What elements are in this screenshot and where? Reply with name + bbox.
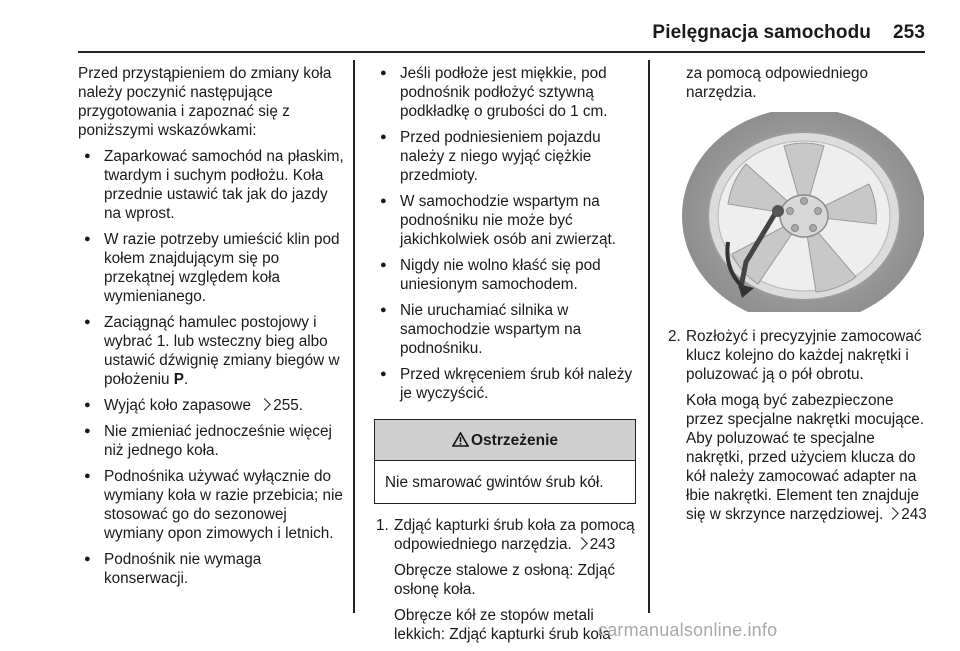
page-reference-icon <box>258 398 271 411</box>
column-3 <box>666 64 930 531</box>
warning-title: Ostrzeżenie <box>470 432 558 449</box>
gear-letter: P <box>173 371 184 388</box>
warning-box <box>374 419 636 504</box>
warning-text: Nie smarować gwintów śrub kół. <box>385 474 604 491</box>
steps-list-continued <box>666 327 930 524</box>
warning-triangle-icon <box>452 432 469 447</box>
steps-list <box>374 516 636 644</box>
list-item: ● Zaciągnąć hamulec postojowy i wybrać 1. lub wsteczny bieg albo ustawić dźwignię zmiany biegów w położeniu P. <box>78 313 346 389</box>
page-header <box>652 22 925 44</box>
step-2-text: Rozłożyć i precyzyjnie zamocować klucz kolejno do każdej nakrętki i poluzować ją o pół obrotu. <box>686 328 922 383</box>
section-title: Pielęgnacja samochodu <box>652 22 871 43</box>
list-item: ● Nigdy nie wolno kłaść się pod uniesionym samochodem. <box>374 256 636 294</box>
list-item: ● W razie potrzeby umieścić klin pod kołem znajdującym się po przekątnej względem koła wymienianego. <box>78 230 346 306</box>
list-item: ● Przed wkręceniem śrub kół należy je wyczyścić. <box>374 365 636 403</box>
column-1 <box>78 64 346 595</box>
list-item: ● Podnośnik nie wymaga konserwacji. <box>78 550 346 588</box>
page-reference-link[interactable]: 255. <box>273 397 303 414</box>
step-1-note-alloy: Obręcze kół ze stopów metali lekkich: Zdjąć kapturki śrub koła <box>394 607 611 643</box>
list-item: ● Zaparkować samochód na płaskim, twardym i suchym podłożu. Koła przednie ustawić tak jak do jazdy na wprost. <box>78 147 346 223</box>
watermark: carmanualsonline.info <box>598 620 778 640</box>
list-item: ● Jeśli podłoże jest miękkie, pod podnośnik podłożyć sztywną podkładkę o grubości do 1 cm. <box>374 64 636 121</box>
list-item: ● Podnośnika używać wyłącznie do wymiany koła w razie przebicia; nie stosować go do sezonowej wymiany opon zimowych i letnich. <box>78 467 346 543</box>
list-item: ● Nie uruchamiać silnika w samochodzie wspartym na podnośniku. <box>374 301 636 358</box>
preparation-list <box>78 147 346 588</box>
step-2-note: Koła mogą być zabezpieczone przez specjalne nakrętki mocujące. Aby poluzować te specjalne nakrętki, przed użyciem klucza do kół należy zamocować adapter na łbie nakrętki. Element ten znajduje się w skrzynce narzędziowej. 243 <box>686 392 927 523</box>
list-item: ● Nie zmieniać jednocześnie więcej niż jednego koła. <box>78 422 346 460</box>
column-divider-1 <box>353 60 355 613</box>
intro-paragraph: Przed przystąpieniem do zmiany koła należy poczynić następujące przygotowania i zapoznać się z poniższymi wskazówkami: <box>78 65 332 139</box>
warning-header <box>375 420 635 461</box>
page-reference-icon <box>886 507 899 520</box>
step-number: 1. <box>376 517 389 534</box>
step-2 <box>666 327 930 524</box>
safety-list <box>374 64 636 403</box>
page-reference-link[interactable]: 243 <box>901 506 927 523</box>
step-1-note-steel: Obręcze stalowe z osłoną: Zdjąć osłonę koła. <box>394 562 616 598</box>
page-number: 253 <box>892 22 925 43</box>
step-1: 1. Zdjąć kapturki śrub koła za pomocą odpowiedniego narzędzia. 243 Obręcze stalowe z osłoną: Zdjąć osłonę koła. Obręcze kół ze stopów metali lekkich: Zdjąć kapturki śrub koła <box>376 517 635 643</box>
wheel-wrench-illustration <box>666 112 924 312</box>
column-2 <box>374 64 636 651</box>
list-item: ● Przed podniesieniem pojazdu należy z niego wyjąć ciężkie przedmioty. <box>374 128 636 185</box>
page-reference-link[interactable]: 243 <box>589 536 616 553</box>
header-rule <box>78 51 925 53</box>
column-divider-2 <box>648 60 650 613</box>
step-number: 2. <box>668 328 681 345</box>
step-1-continuation: za pomocą odpowiedniego narzędzia. <box>686 65 868 101</box>
list-item: ● W samochodzie wspartym na podnośniku nie może być jakichkolwiek osób ani zwierząt. <box>374 192 636 249</box>
page-reference-icon <box>575 537 588 550</box>
list-item: ● Wyjąć koło zapasowe 255. <box>78 396 346 415</box>
